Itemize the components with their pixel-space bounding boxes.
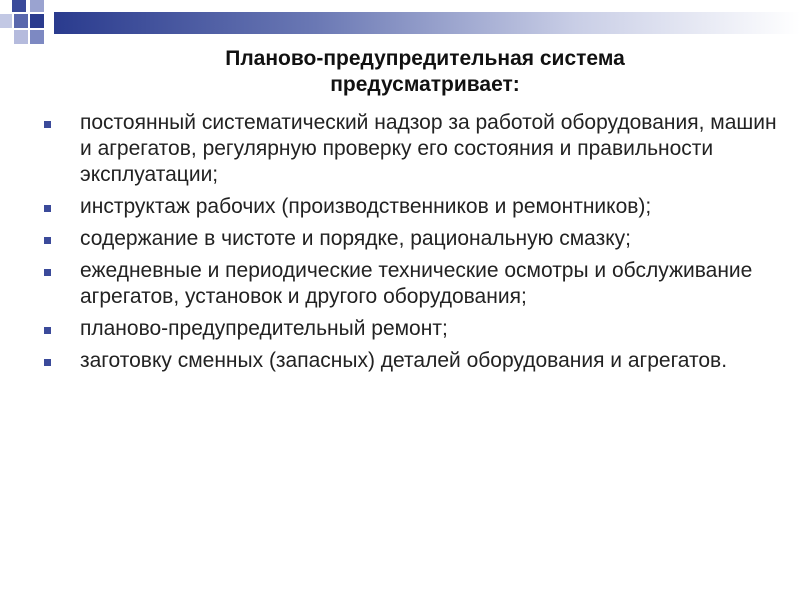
deco-square (14, 14, 28, 28)
list-item-text: ежедневные и периодические технические осмотры и обслуживание агрегатов, установок и другого оборудования; (80, 259, 753, 308)
slide-title (0, 46, 800, 98)
list-item-text: планово-предупредительный ремонт; (80, 317, 448, 340)
list-item-text: заготовку сменных (запасных) деталей оборудования и агрегатов. (80, 349, 728, 372)
deco-square (12, 0, 26, 12)
list-item (40, 226, 780, 252)
title-line-1: Планово-предупредительная система (225, 47, 625, 70)
deco-square (30, 0, 44, 12)
deco-square (30, 14, 44, 28)
list-item (40, 110, 780, 188)
deco-square (0, 14, 12, 28)
header-gradient-bar (54, 12, 800, 34)
list-item (40, 348, 780, 374)
list-item-text: содержание в чистоте и порядке, рациональную смазку; (80, 227, 631, 250)
list-item-text: постоянный систематический надзор за работой оборудования, машин и агрегатов, регулярную проверку его состояния и правильности эксплуатации; (80, 111, 777, 186)
list-item-text: инструктаж рабочих (производственников и ремонтников); (80, 195, 652, 218)
decorative-squares (0, 0, 60, 50)
list-item (40, 194, 780, 220)
square-bullet-icon (44, 327, 51, 334)
square-bullet-icon (44, 237, 51, 244)
list-item (40, 316, 780, 342)
list-item (40, 258, 780, 310)
square-bullet-icon (44, 205, 51, 212)
deco-square (30, 30, 44, 44)
square-bullet-icon (44, 121, 51, 128)
title-line-2: предусматривает: (330, 73, 520, 96)
square-bullet-icon (44, 269, 51, 276)
square-bullet-icon (44, 359, 51, 366)
deco-square (14, 30, 28, 44)
bullet-list (40, 110, 780, 380)
